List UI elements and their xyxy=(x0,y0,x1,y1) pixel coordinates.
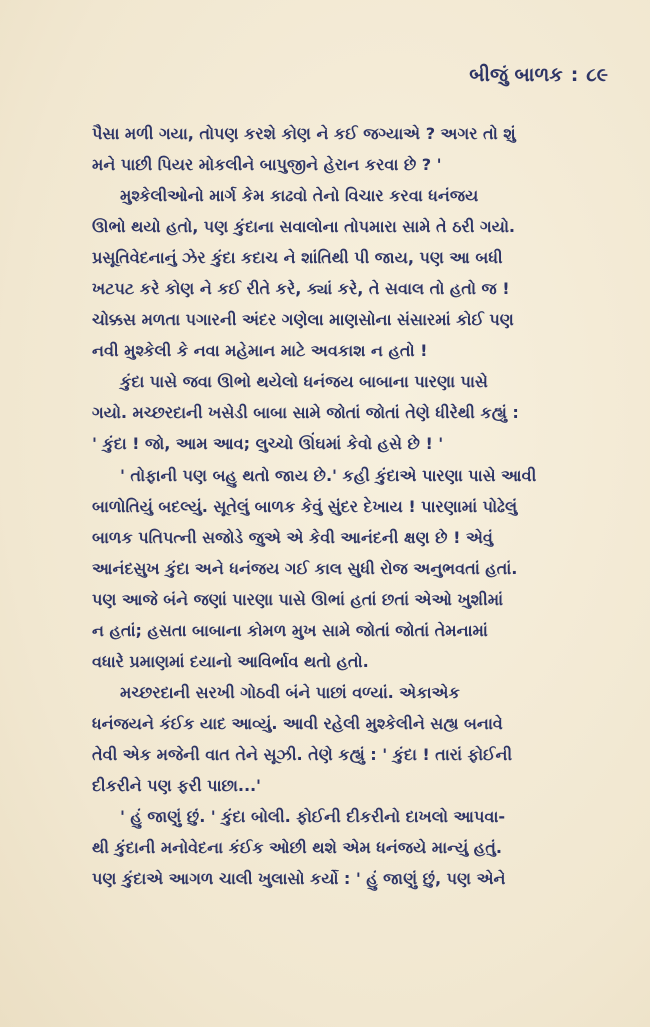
page-number: ૮૯ xyxy=(586,64,608,86)
text-line: મને પાછી પિયર મોકલીને બાપુજીને હેરાન કરવા છે ? ' xyxy=(92,155,442,175)
text-line: ગયો. મચ્છરદાની ખસેડી બાબા સામે જોતાં જોતાં તેણે ધીરેથી કહ્યું : xyxy=(92,403,519,423)
text-line: ' હું જાણું છું. ' કુંદા બોલી. ફોઈની દીકરીનો દાખલો આપવા- xyxy=(120,807,505,827)
text-line: દીકરીને પણ ફરી પાછા...' xyxy=(92,775,261,795)
text-line: મચ્છરદાની સરખી ગોઠવી બંને પાછાં વળ્યાં. એકાએક xyxy=(120,682,460,702)
text-line: ' તોફાની પણ બહુ થતો જાય છે.' કહી કુંદાએ પારણા પાસે આવી xyxy=(120,465,537,485)
body-text xyxy=(92,118,610,894)
text-line: મુશ્કેલીઓનો માર્ગ કેમ કાઢવો તેનો વિચાર કરવા ધનંજય xyxy=(120,186,479,206)
text-line: ન હતાં; હસતા બાબાના કોમળ મુખ સામે જોતાં જોતાં તેમનામાં xyxy=(92,620,488,640)
text-line: નવી મુશ્કેલી કે નવા મહેમાન માટે અવકાશ ન હતો ! xyxy=(92,341,428,361)
text-line: ચોક્કસ મળતા પગારની અંદર ગણેલા માણસોના સંસારમાં કોઈ પણ xyxy=(92,310,514,330)
text-line: આનંદસુખ કુંદા અને ધનંજય ગઈ કાલ સુધી રોજ અનુભવતાં હતાં. xyxy=(92,558,518,578)
header-separator: : xyxy=(570,64,579,86)
text-line: બાળોતિયું બદલ્યું. સૂતેલું બાળક કેવું સુંદર દેખાય ! પારણામાં પોઢેલું xyxy=(92,496,518,516)
text-line: કુંદા પાસે જવા ઊભો થયેલો ધનંજય બાબાના પારણા પાસે xyxy=(120,372,488,392)
chapter-title: બીજું બાળક xyxy=(469,64,563,86)
running-head xyxy=(469,64,608,86)
text-line: પ્રસૂતિવેદનાનું ઝેર કુંદા કદાચ ને શાંતિથી પી જાય, પણ આ બધી xyxy=(92,248,503,268)
text-line: વધારે પ્રમાણમાં દયાનો આવિર્ભાવ થતો હતો. xyxy=(92,651,369,671)
text-line: ' કુંદા ! જો, આમ આવ; લુચ્ચો ઊંઘમાં કેવો હસે છે ! ' xyxy=(92,434,444,454)
text-line: ખટપટ કરે કોણ ને કઈ રીતે કરે, ક્યાં કરે, તે સવાલ તો હતો જ ! xyxy=(92,279,510,299)
text-line: પણ આજે બંને જણાં પારણા પાસે ઊભાં હતાં છતાં એઓ ખુશીમાં xyxy=(92,589,503,609)
text-line: પણ કુંદાએ આગળ ચાલી ખુલાસો કર્યો : ' હું જાણું છું, પણ એને xyxy=(92,869,506,889)
text-line: થી કુંદાની મનોવેદના કંઈક ઓછી થશે એમ ધનંજયે માન્યું હતું. xyxy=(92,838,502,858)
text-line: તેવી એક મજેની વાત તેને સૂઝી. તેણે કહ્યું : ' કુંદા ! તારાં ફોઈની xyxy=(92,744,513,764)
text-line: ધનંજયને કંઈક યાદ આવ્યું. આવી રહેલી મુશ્કેલીને સહ્ય બનાવે xyxy=(92,713,503,733)
text-line: બાળક પતિપત્ની સજોડે જુએ એ કેવી આનંદની ક્ષણ છે ! એવું xyxy=(92,527,493,547)
text-line: ઊભો થયો હતો, પણ કુંદાના સવાલોના તોપમારા સામે તે ઠરી ગયો. xyxy=(92,217,515,237)
text-line: પૈસા મળી ગયા, તોપણ કરશે કોણ ને કઈ જગ્યાએ ? અગર તો શું xyxy=(92,124,516,143)
